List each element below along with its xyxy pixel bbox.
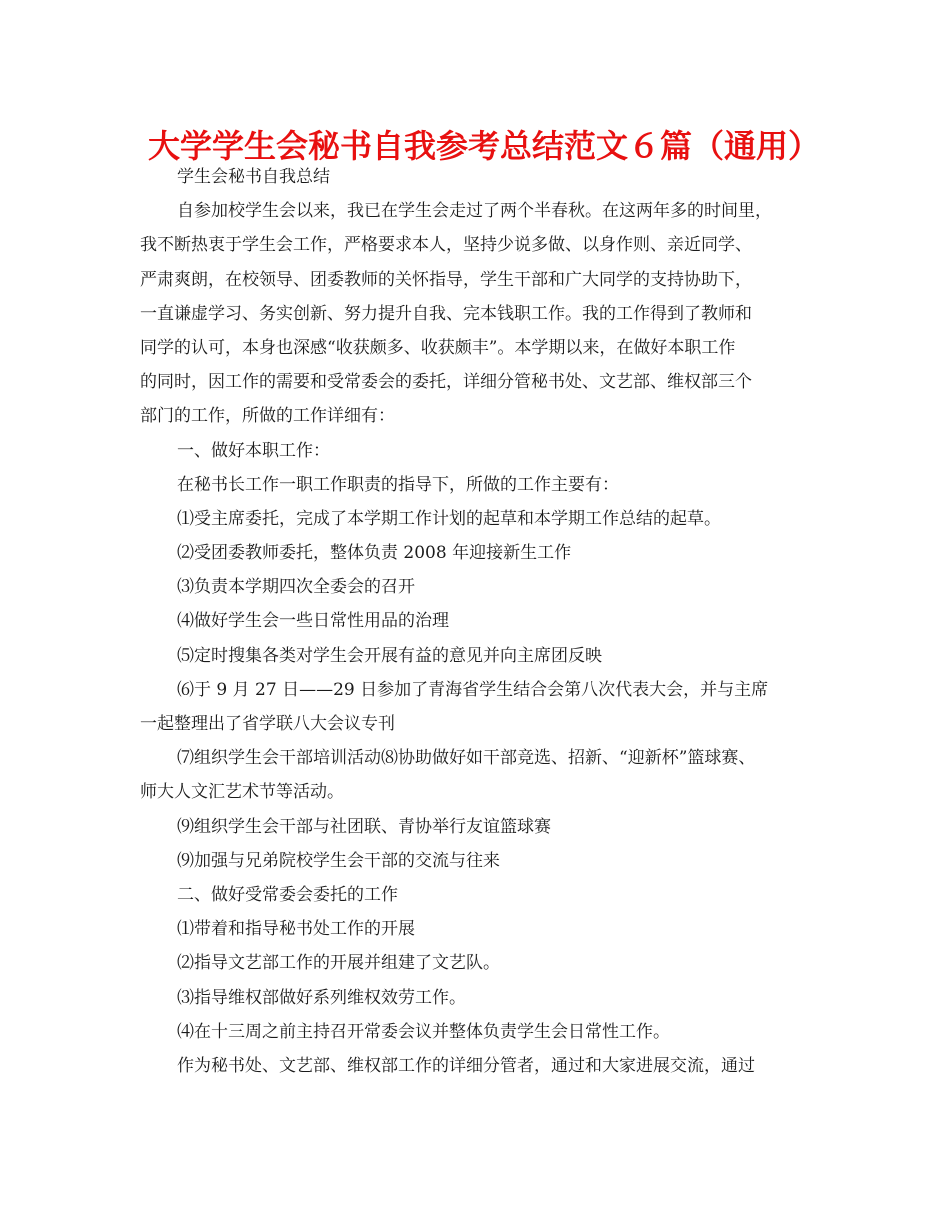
body-line: 严肃爽朗，在校领导、团委教师的关怀指导，学生干部和广大同学的支持协助下， bbox=[140, 269, 752, 290]
body-line: 一起整理出了省学联八大会议专刊 bbox=[140, 714, 395, 734]
body-line: 师大人文汇艺术节等活动。 bbox=[140, 782, 344, 803]
body-line: ⑹于 9 月 27 日——29 日参加了青海省学生结合会第八次代表大会，并与主席 bbox=[177, 679, 769, 700]
body-line: 在秘书长工作一职工作职责的指导下，所做的工作主要有： bbox=[177, 474, 619, 495]
body-line: ⑶指导维权部做好系列维权效劳工作。 bbox=[177, 987, 466, 1008]
document-title: 大学学生会秘书自我参考总结范文６篇（通用） bbox=[148, 127, 821, 165]
body-line: 我不断热衷于学生会工作，严格要求本人，坚持少说多做、以身作则、亲近同学、 bbox=[140, 235, 752, 256]
body-line: 部门的工作，所做的工作详细有： bbox=[140, 406, 395, 427]
body-line: 二、做好受常委会委托的工作 bbox=[177, 884, 398, 905]
body-line: 作为秘书处、文艺部、维权部工作的详细分管者，通过和大家进展交流，通过 bbox=[177, 1055, 755, 1076]
body-line: 的同时，因工作的需要和受常委会的委托，详细分管秘书处、文艺部、维权部三个 bbox=[140, 372, 752, 393]
body-line: ⑷在十三周之前主持召开常委会议并整体负责学生会日常性工作。 bbox=[177, 1021, 670, 1042]
body-line: 一、做好本职工作： bbox=[177, 440, 330, 461]
body-line: ⑼组织学生会干部与社团联、青协举行友谊篮球赛 bbox=[177, 816, 551, 837]
body-line: ⑴带着和指导秘书处工作的开展 bbox=[177, 919, 415, 940]
document-body bbox=[140, 160, 830, 1083]
body-line: 自参加校学生会以来，我已在学生会走过了两个半春秋。在这两年多的时间里， bbox=[177, 201, 772, 222]
body-line: ⑷做好学生会一些日常性用品的治理 bbox=[177, 611, 449, 632]
body-line: ⑵受团委教师委托，整体负责 2008 年迎接新生工作 bbox=[177, 543, 572, 564]
body-line: ⑵指导文艺部工作的开展并组建了文艺队。 bbox=[177, 953, 500, 974]
body-line: ⑺组织学生会干部培训活动⑻协助做好如干部竞选、招新、“迎新杯”篮球赛、 bbox=[177, 748, 756, 769]
body-line: 同学的认可，本身也深感“收获颇多、收获颇丰”。本学期以来，在做好本职工作 bbox=[140, 337, 736, 358]
body-line: ⑼加强与兄弟院校学生会干部的交流与往来 bbox=[177, 850, 500, 871]
body-line: ⑶负责本学期四次全委会的召开 bbox=[177, 577, 415, 598]
body-line: 一直谦虚学习、务实创新、努力提升自我、完本钱职工作。我的工作得到了教师和 bbox=[140, 303, 752, 324]
body-line: ⑴受主席委托，完成了本学期工作计划的起草和本学期工作总结的起草。 bbox=[177, 508, 721, 529]
body-line: ⑸定时搜集各类对学生会开展有益的意见并向主席团反映 bbox=[177, 645, 602, 666]
body-line: 学生会秘书自我总结 bbox=[177, 167, 330, 187]
